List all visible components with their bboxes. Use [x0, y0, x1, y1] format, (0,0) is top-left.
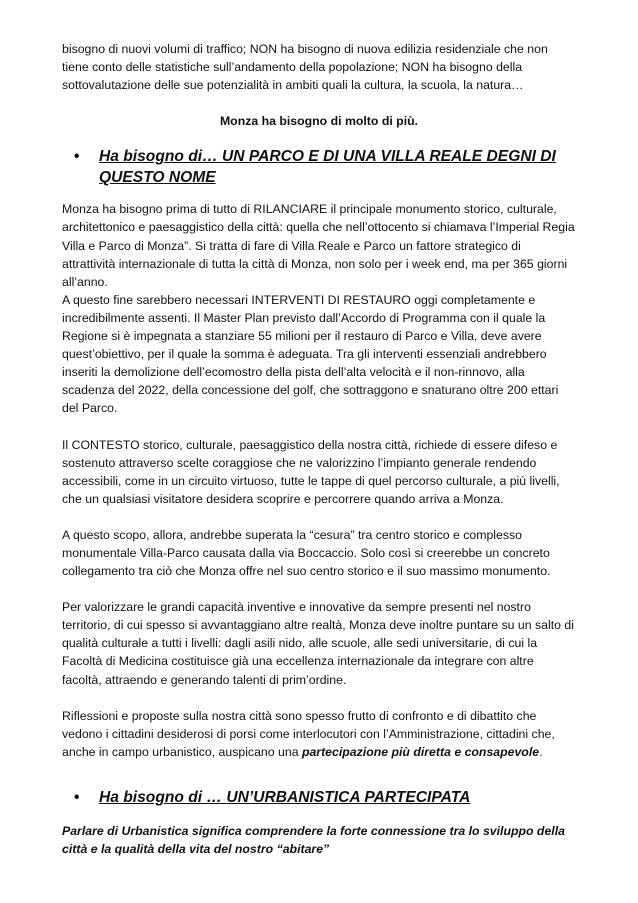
paragraph-6-emphasis: partecipazione più diretta e consapevole	[301, 744, 540, 759]
section1-paragraph-4: A questo scopo, allora, andrebbe superata la “cesura” tra centro storico e complesso monumentale Villa-Parco causata dalla via Boccaccio. Solo così si creerebbe un concreto collegamento tra ciò che Monza offre nel suo centro storico e il suo massimo monumento.	[62, 527, 551, 579]
section1-paragraph-3: Il CONTESTO storico, culturale, paesaggistico della nostra città, richiede di essere difeso e sostenuto attraverso scelte coraggiose che ne valorizzino l’impianto generale rendendo accessibili, come in un circuito virtuoso, tutte le tappe di quel percorso culturale, a più livelli, che un qualsiasi visitatore desidera scoprire e percorrere quando arriva a Monza.	[62, 437, 560, 506]
section2-heading-text: Ha bisogno di … UN’URBANISTICA PARTECIPATA	[99, 788, 471, 806]
bullet-icon: •	[74, 148, 80, 166]
bullet-icon: •	[74, 788, 80, 806]
centered-heading: Monza ha bisogno di molto di più.	[219, 114, 419, 129]
section1-paragraph-5: Per valorizzare le grandi capacità inventive e innovative da sempre presenti nel nostro territorio, di cui spesso si avvantaggiano altre realtà, Monza deve inoltre puntare su un salto di qualità culturale a tutti i livelli: dagli asili nido, alle scuole, alle sedi universitarie, di cui la Facoltà di Medicina costituisce già una eccellenza internazionale da integrare con altre facoltà, attraendo e generando talenti di prim’ordine.	[62, 600, 574, 687]
document-page	[62, 40, 576, 858]
section1-heading-text: Ha bisogno di… UN PARCO E DI UNA VILLA REALE DEGNI DI QUESTO NOME	[99, 148, 556, 187]
section1-paragraph-1: Monza ha bisogno prima di tutto di RILANCIARE il principale monumento storico, culturale, architettonico e paesaggistico della città: quella che nell’ottocento si chiamava l’Imperial Regia Villa e Parco di Monza”. Si tratta di fare di Villa Reale e Parco un fattore strategico di attrattività internazionale di tutta la città di Monza, non solo per i week end, ma per 365 giorni all’anno.	[62, 202, 575, 289]
paragraph-6-text: Riflessioni e proposte sulla nostra città sono spesso frutto di confronto e di dibattito che vedono i cittadini desiderosi di porsi come interlocutori con l’Amministrazione, cittadini che, anche in campo urbanistico, auspicano una	[62, 708, 555, 759]
intro-paragraph: bisogno di nuovi volumi di traffico; NON ha bisogno di nuova edilizia residenziale che non tiene conto delle statistiche sull’andamento della popolazione; NON ha bisogno della sottovalutazione delle sue potenzialità in ambiti quali la cultura, la scuola, la natura…	[62, 42, 548, 93]
section2-heading	[62, 787, 576, 808]
paragraph-6-end: .	[539, 744, 543, 759]
section2-lead: Parlare di Urbanistica significa comprendere la forte connessione tra lo sviluppo della città e la qualità della vita del nostro “abitare”	[62, 823, 565, 856]
section1-heading	[62, 146, 576, 188]
section1-paragraph-6	[62, 707, 576, 761]
section1-paragraph-2: A questo fine sarebbero necessari INTERVENTI DI RESTAURO oggi completamente e incredibilmente assenti. Il Master Plan previsto dall’Accordo di Programma con il quale la Regione si è impegnata a stanziare 55 milioni per il restauro di Parco e Villa, deve avere quest’obiettivo, per il quale la somma è adeguata. Tra gli interventi essenziali andrebbero inseriti la demolizione dell’ecomostro della pista dell’alta velocità e il non-rinnovo, alla scadenza del 2022, della concessione del golf, che sottraggono e snaturano oltre 200 ettari del Parco.	[62, 292, 559, 416]
